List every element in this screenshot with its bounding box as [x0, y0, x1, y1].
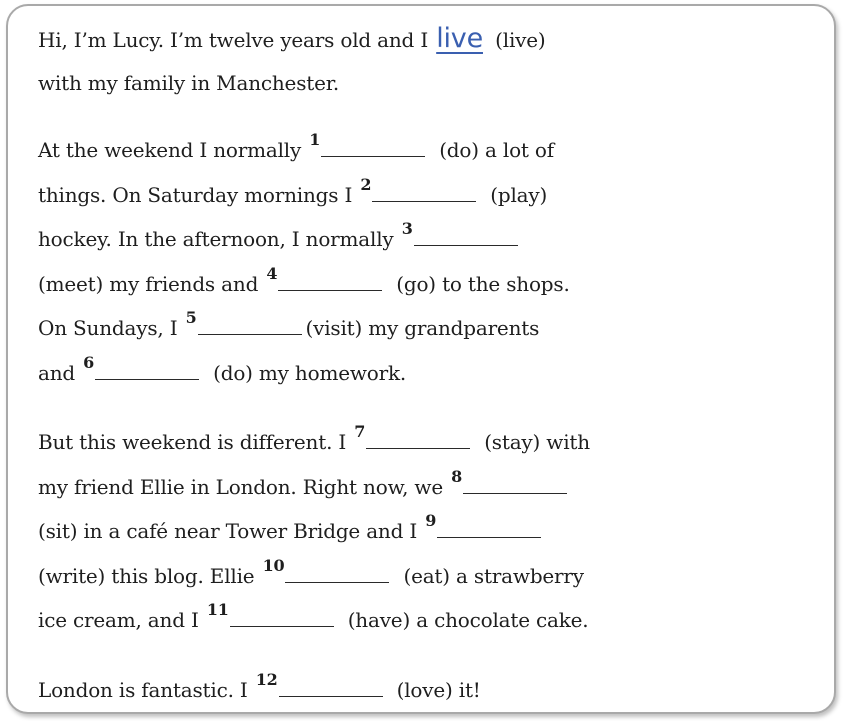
- answer-blank-6[interactable]: [95, 357, 199, 380]
- paragraph-this-weekend: [38, 421, 838, 644]
- answer-blank-8[interactable]: [463, 471, 567, 494]
- text-line: On Sundays, I $^5$ (visit) my grandparents: [38, 308, 540, 340]
- paragraph-closing: [38, 669, 838, 714]
- text-line: Hi, I’m Lucy. I’m twelve years old and I live (live): [38, 23, 546, 54]
- text-line: (sit) in a café near Tower Bridge and I $^9$: [38, 510, 838, 555]
- paragraph-intro: [38, 18, 838, 104]
- gap-number: 1: [309, 130, 321, 149]
- text-line: and $^6$ (do) my homework.: [38, 352, 407, 385]
- gap-number: 10: [262, 555, 285, 575]
- answer-blank-10[interactable]: [285, 560, 389, 583]
- gap-number: 9: [425, 511, 437, 530]
- gap-number: 7: [354, 422, 366, 441]
- text-line: ice cream, and I $^{11}$ (have) a chocolate cake.: [38, 600, 589, 632]
- text-line: (write) this blog. Ellie $^{10}$ (eat) a strawberry: [38, 555, 584, 588]
- answer-blank-7[interactable]: [366, 426, 470, 449]
- gap-number: 6: [83, 352, 95, 372]
- example-answer: live: [436, 23, 483, 54]
- gap-number: 3: [401, 219, 413, 238]
- answer-blank-1[interactable]: [321, 134, 425, 157]
- paragraph-weekend: [38, 129, 838, 396]
- text-line: London is fantastic. I $^{12}$ (love) it!: [38, 669, 481, 702]
- gap-number: 12: [255, 669, 278, 689]
- gap-number: 5: [185, 308, 197, 327]
- gap-number: 4: [266, 263, 278, 283]
- text-line: (meet) my friends and $^4$ (go) to the shops.: [38, 263, 570, 296]
- text-line: with my family in Manchester.: [38, 70, 340, 95]
- text-line: my friend Ellie in London. Right now, we $^8$: [38, 466, 838, 511]
- text-line: At the weekend I normally $^1$ (do) a lot of: [38, 130, 554, 162]
- text-line: hockey. In the afternoon, I normally $^3$: [38, 218, 838, 263]
- answer-blank-4[interactable]: [278, 268, 382, 291]
- gap-number: 8: [451, 466, 463, 486]
- text-line: But this weekend is different. I $^7$ (stay) with: [38, 422, 590, 454]
- answer-blank-3[interactable]: [414, 223, 518, 246]
- gap-number: 11: [206, 600, 229, 619]
- answer-blank-9[interactable]: [437, 515, 541, 538]
- answer-blank-12[interactable]: [279, 674, 383, 697]
- text-line: things. On Saturday mornings I $^2$ (play): [38, 174, 548, 207]
- answer-blank-5[interactable]: [198, 312, 302, 335]
- answer-blank-11[interactable]: [230, 604, 334, 627]
- gap-fill-text: [38, 18, 838, 713]
- answer-blank-2[interactable]: [372, 179, 476, 202]
- gap-number: 2: [360, 174, 372, 194]
